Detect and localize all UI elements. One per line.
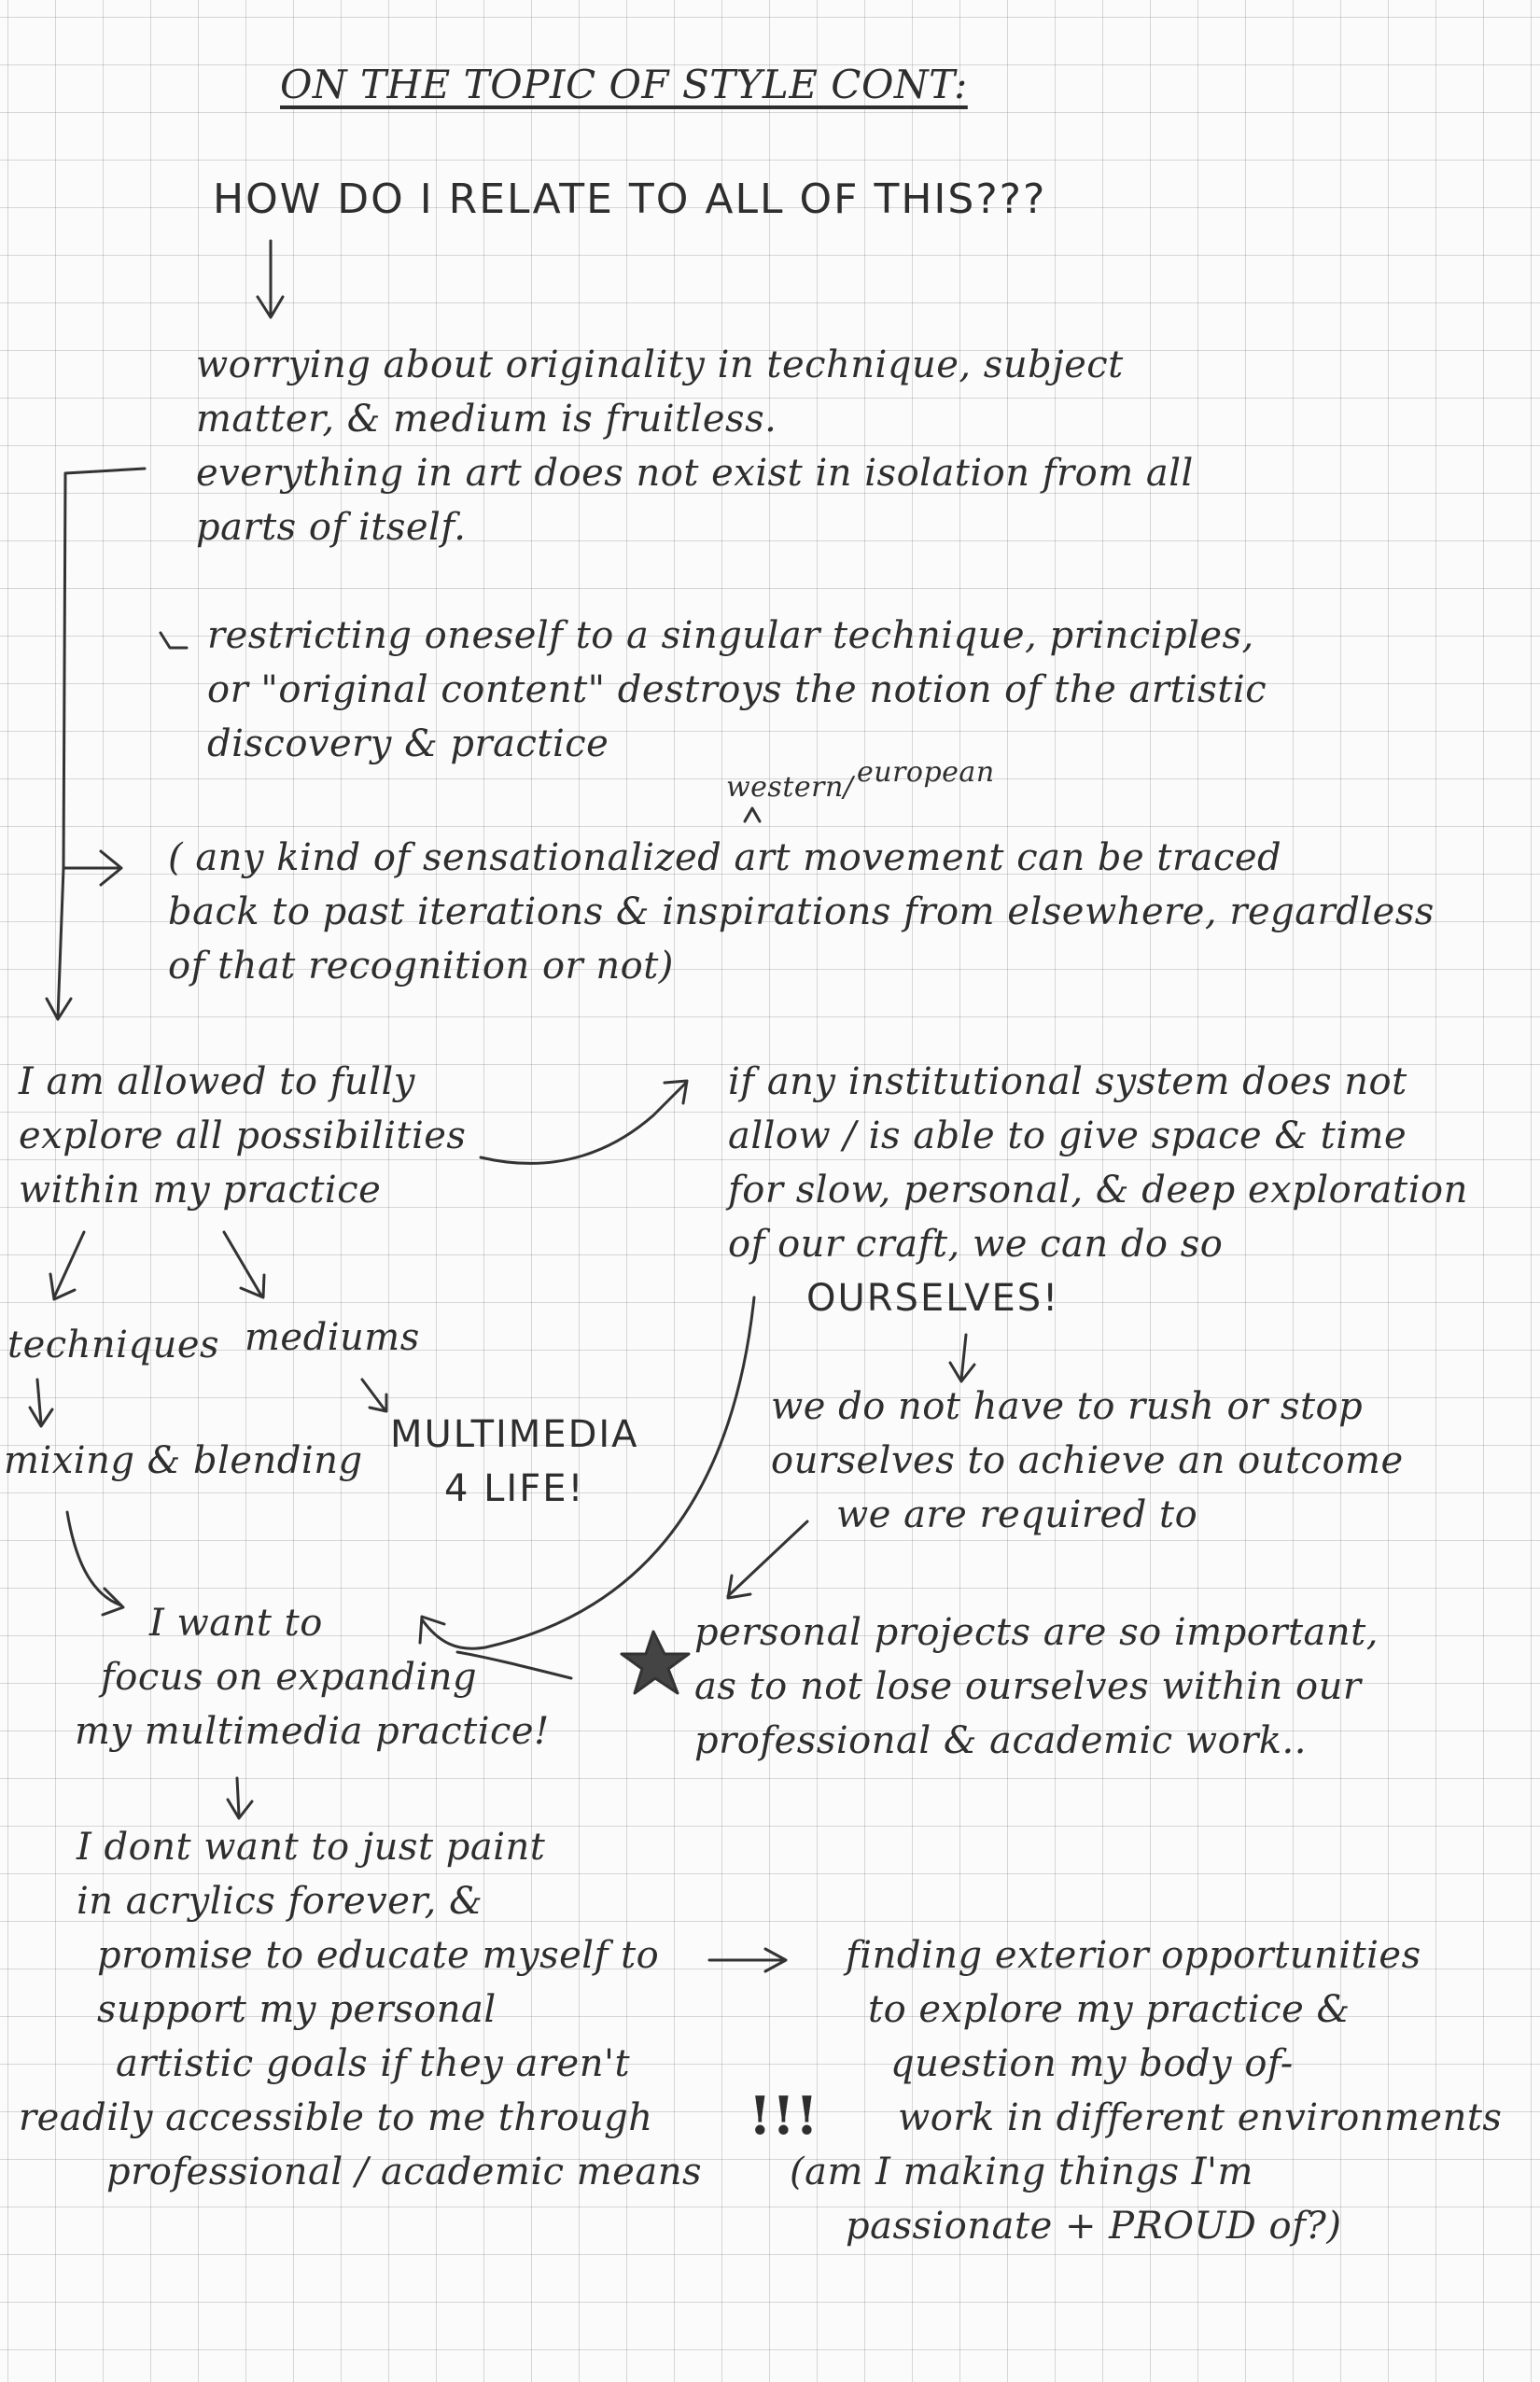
heading-question: HOW DO I RELATE TO ALL OF THIS??? [213,175,1047,223]
note-line: in acrylics forever, & [77,1880,483,1923]
note-line: professional & academic work.. [694,1719,1307,1762]
note-line: artistic goals if they aren't [116,2042,631,2085]
note-line: to explore my practice & [868,1988,1351,2031]
institutional-note [728,1055,1468,1271]
note-line: restricting oneself to a singular technique, principles, [207,614,1254,657]
insert-western: western/ [726,771,854,804]
note-line: (am I making things I'm [790,2151,1253,2193]
mixing-label: mixing & blending [4,1439,363,1482]
note-line: I dont want to just paint [77,1826,546,1869]
note-line: ourselves to achieve an outcome [771,1439,1404,1482]
arrow-allowed-left [50,1232,84,1299]
note-line: personal projects are so important, [694,1611,1379,1654]
note-line: I want to [149,1602,323,1645]
movement-note [168,831,1435,993]
note-line: allow / is able to give space & time [728,1114,1407,1157]
bracket-left-connector [63,469,145,885]
star-mark [622,1632,689,1693]
arrow-question-down [258,241,283,317]
note-line: everything in art does not exist in isolation from all [196,452,1194,495]
rush-note [771,1380,1404,1542]
note-line: explore all possibilities [19,1114,467,1157]
arrow-allowed-to-institutional [481,1081,687,1163]
note-line: MULTIMEDIA [390,1413,639,1456]
note-line: work in different environments [898,2096,1503,2139]
note-line: within my practice [19,1169,382,1212]
note-line: 4 LIFE! [443,1467,585,1510]
note-line: as to not lose ourselves within our [694,1665,1362,1708]
note-line: we do not have to rush or stop [771,1385,1364,1428]
insert-european: european [857,756,995,789]
note-line: promise to educate myself to [97,1934,660,1977]
note-line: support my personal [97,1988,497,2031]
arrow-techniques-down [30,1380,52,1426]
arrow-promise-to-finding [709,1949,786,1971]
hook-arrow-restricting [161,633,187,648]
note-line: worrying about originality in technique, subject [196,343,1124,386]
note-line: of that recognition or not) [168,945,674,988]
note-line: focus on expanding [101,1656,478,1699]
note-line: matter, & medium is fruitless. [196,398,777,441]
note-line: professional / academic means [106,2151,702,2193]
dont-want-note [19,1820,702,2199]
techniques-label: techniques [7,1324,220,1366]
note-line: question my body of- [890,2042,1294,2085]
note-line: we are required to [836,1493,1198,1536]
finding-opportunities-note [790,1928,1503,2253]
arrow-ourselves-down [950,1335,974,1381]
note-line: back to past iterations & inspirations from elsewhere, regardless [168,890,1435,933]
want-note [75,1596,550,1758]
note-line: I am allowed to fully [19,1060,415,1103]
multimedia-note [390,1408,639,1516]
caret-insert [745,808,760,821]
arrow-mediums-down [362,1380,386,1411]
page-title: ON THE TOPIC OF STYLE CONT: [280,62,968,107]
note-line: discovery & practice [207,722,609,765]
note-line: passionate + PROUD of?) [846,2205,1342,2248]
note-line: if any institutional system does not [728,1060,1407,1103]
note-line: my multimedia practice! [75,1710,550,1753]
personal-projects-note [694,1605,1379,1768]
note-line: finding exterior opportunities [846,1934,1421,1977]
arrow-want-down [228,1778,252,1818]
ourselves-label: OURSELVES! [806,1277,1060,1320]
note-line: for slow, personal, & deep exploration [728,1169,1468,1212]
arrow-allowed-right [224,1232,264,1297]
note-line: of our craft, we can do so [728,1223,1224,1266]
note-line: readily accessible to me through [19,2096,653,2139]
note-line: parts of itself. [196,506,467,549]
arrow-down-to-allowed [47,868,71,1019]
originality-note [196,338,1194,554]
allowed-note [19,1055,466,1217]
exclamation-marks: !!! [749,2085,819,2147]
note-line: ( any kind of sensationalized art movement can be traced [168,836,1282,879]
mediums-label: mediums [245,1316,420,1359]
restricting-note [207,609,1267,771]
note-line: or "original content" destroys the notion of the artistic [207,668,1267,711]
